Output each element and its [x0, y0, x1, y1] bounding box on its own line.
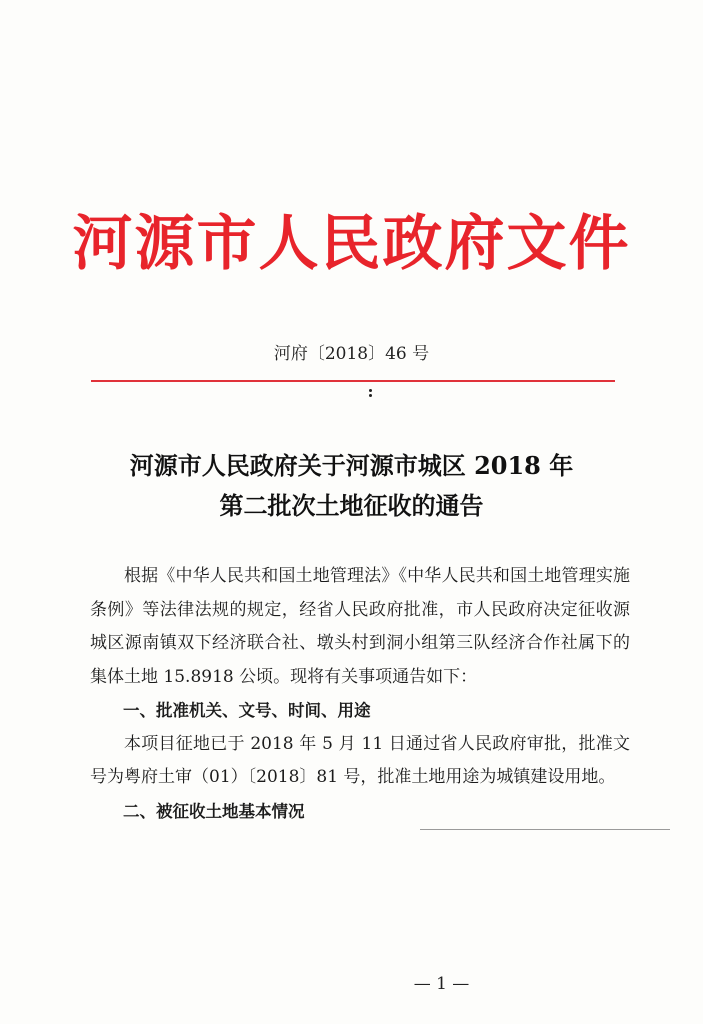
red-separator-line: [91, 380, 615, 382]
title-line-1: 河源市人民政府关于河源市城区 2018 年: [129, 451, 574, 480]
section-1-heading: 一、批准机关、文号、时间、用途: [123, 701, 371, 720]
document-number: 河府〔2018〕46 号: [273, 344, 430, 364]
page-number: — 1 —: [413, 974, 470, 994]
section-2-heading: 二、被征收土地基本情况: [123, 801, 305, 821]
scan-artifact-line: [420, 829, 670, 830]
issuer-header: 河源市人民政府文件: [72, 209, 631, 279]
document-body: [90, 560, 630, 828]
intro-paragraph: 根据《中华人民共和国土地管理法》《中华人民共和国土地管理实施条例》等法律法规的规定，经省人民政府批准，市人民政府决定征收源城区源南镇双下经济联合社、墩头村到洞小组第三队经济合作社属下的集体土地 15.8918 公顷。现将有关事项通告如下：: [90, 566, 630, 687]
document-title: [0, 446, 703, 526]
section-1-paragraph: 本项目征地已于 2018 年 5 月 11 日通过省人民政府审批，批准文号为粤府土审（01）〔2018〕81 号，批准土地用途为城镇建设用地。: [90, 733, 630, 787]
colon-mark: [369, 389, 373, 397]
title-line-2: 第二批次土地征收的通告: [219, 491, 484, 520]
